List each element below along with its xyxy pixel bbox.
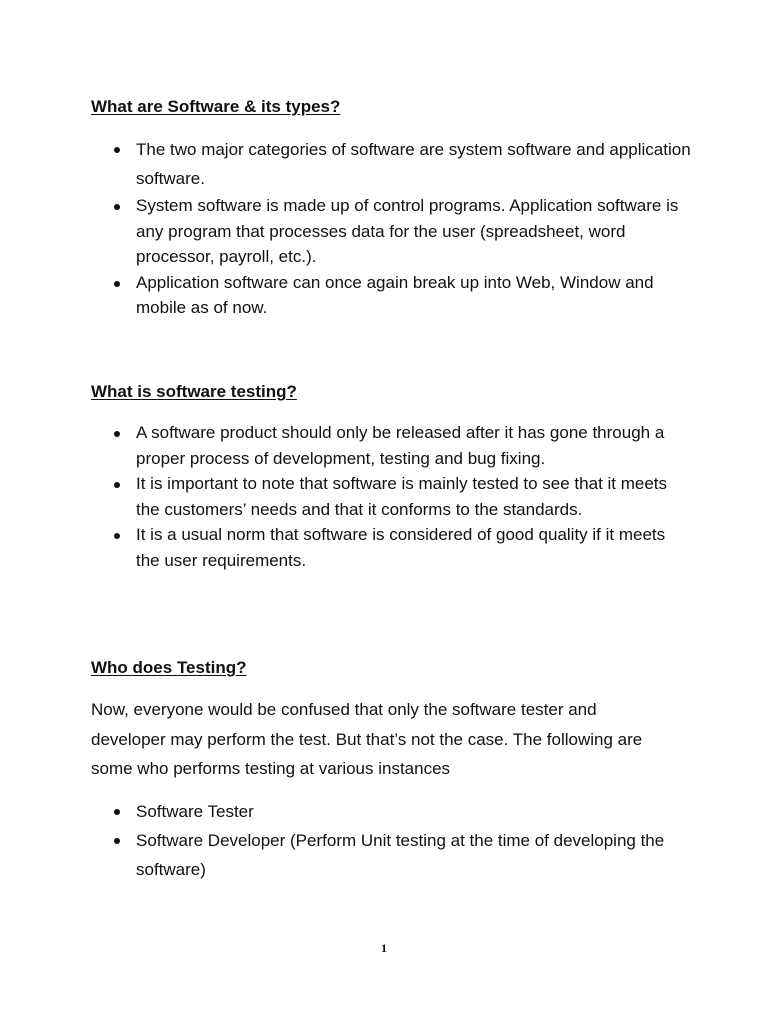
page-number: 1	[381, 941, 387, 955]
list-item	[91, 826, 691, 884]
list-item-text: Software Developer (Perform Unit testing at the time of developing the software)	[136, 831, 665, 879]
list-item-text: The two major categories of software are system software and application software.	[136, 140, 691, 188]
bullet-list-software-testing	[91, 420, 691, 573]
list-item-text: Application software can once again break up into Web, Window and mobile as of now.	[136, 272, 654, 317]
list-item-text: It is a usual norm that software is considered of good quality if it meets the user requirements.	[136, 525, 666, 570]
bullet-icon	[114, 809, 120, 815]
bullet-icon	[114, 482, 120, 488]
list-item-text: A software product should only be released after it has gone through a proper process of development, testing and bug fixing.	[136, 423, 665, 468]
list-item	[91, 193, 691, 270]
list-item	[91, 270, 691, 321]
list-item-text: Software Tester	[136, 802, 254, 821]
section-heading-software-types: What are Software & its types?	[91, 97, 341, 116]
bullet-icon	[114, 204, 120, 210]
section-heading-who-does-testing: Who does Testing?	[91, 658, 247, 677]
section-paragraph: Now, everyone would be confused that only the software tester and developer may perform the test. But that’s not the case. The following are some who performs testing at various instances	[91, 700, 643, 778]
bullet-icon	[114, 431, 120, 437]
list-item	[91, 797, 691, 826]
list-item	[91, 135, 691, 193]
bullet-icon	[114, 838, 120, 844]
bullet-icon	[114, 533, 120, 539]
bullet-icon	[114, 281, 120, 287]
list-item	[91, 522, 691, 573]
list-item	[91, 471, 691, 522]
bullet-icon	[114, 147, 120, 153]
section-heading-software-testing: What is software testing?	[91, 382, 297, 401]
list-item-text: System software is made up of control programs. Application software is any program that processes data for the user (spreadsheet, word processor, payroll, etc.).	[136, 196, 679, 266]
bullet-list-who-does-testing	[91, 797, 691, 884]
bullet-list-software-types	[91, 135, 691, 321]
list-item	[91, 420, 691, 471]
list-item-text: It is important to note that software is mainly tested to see that it meets the customers’ needs and that it conforms to the standards.	[136, 474, 668, 519]
